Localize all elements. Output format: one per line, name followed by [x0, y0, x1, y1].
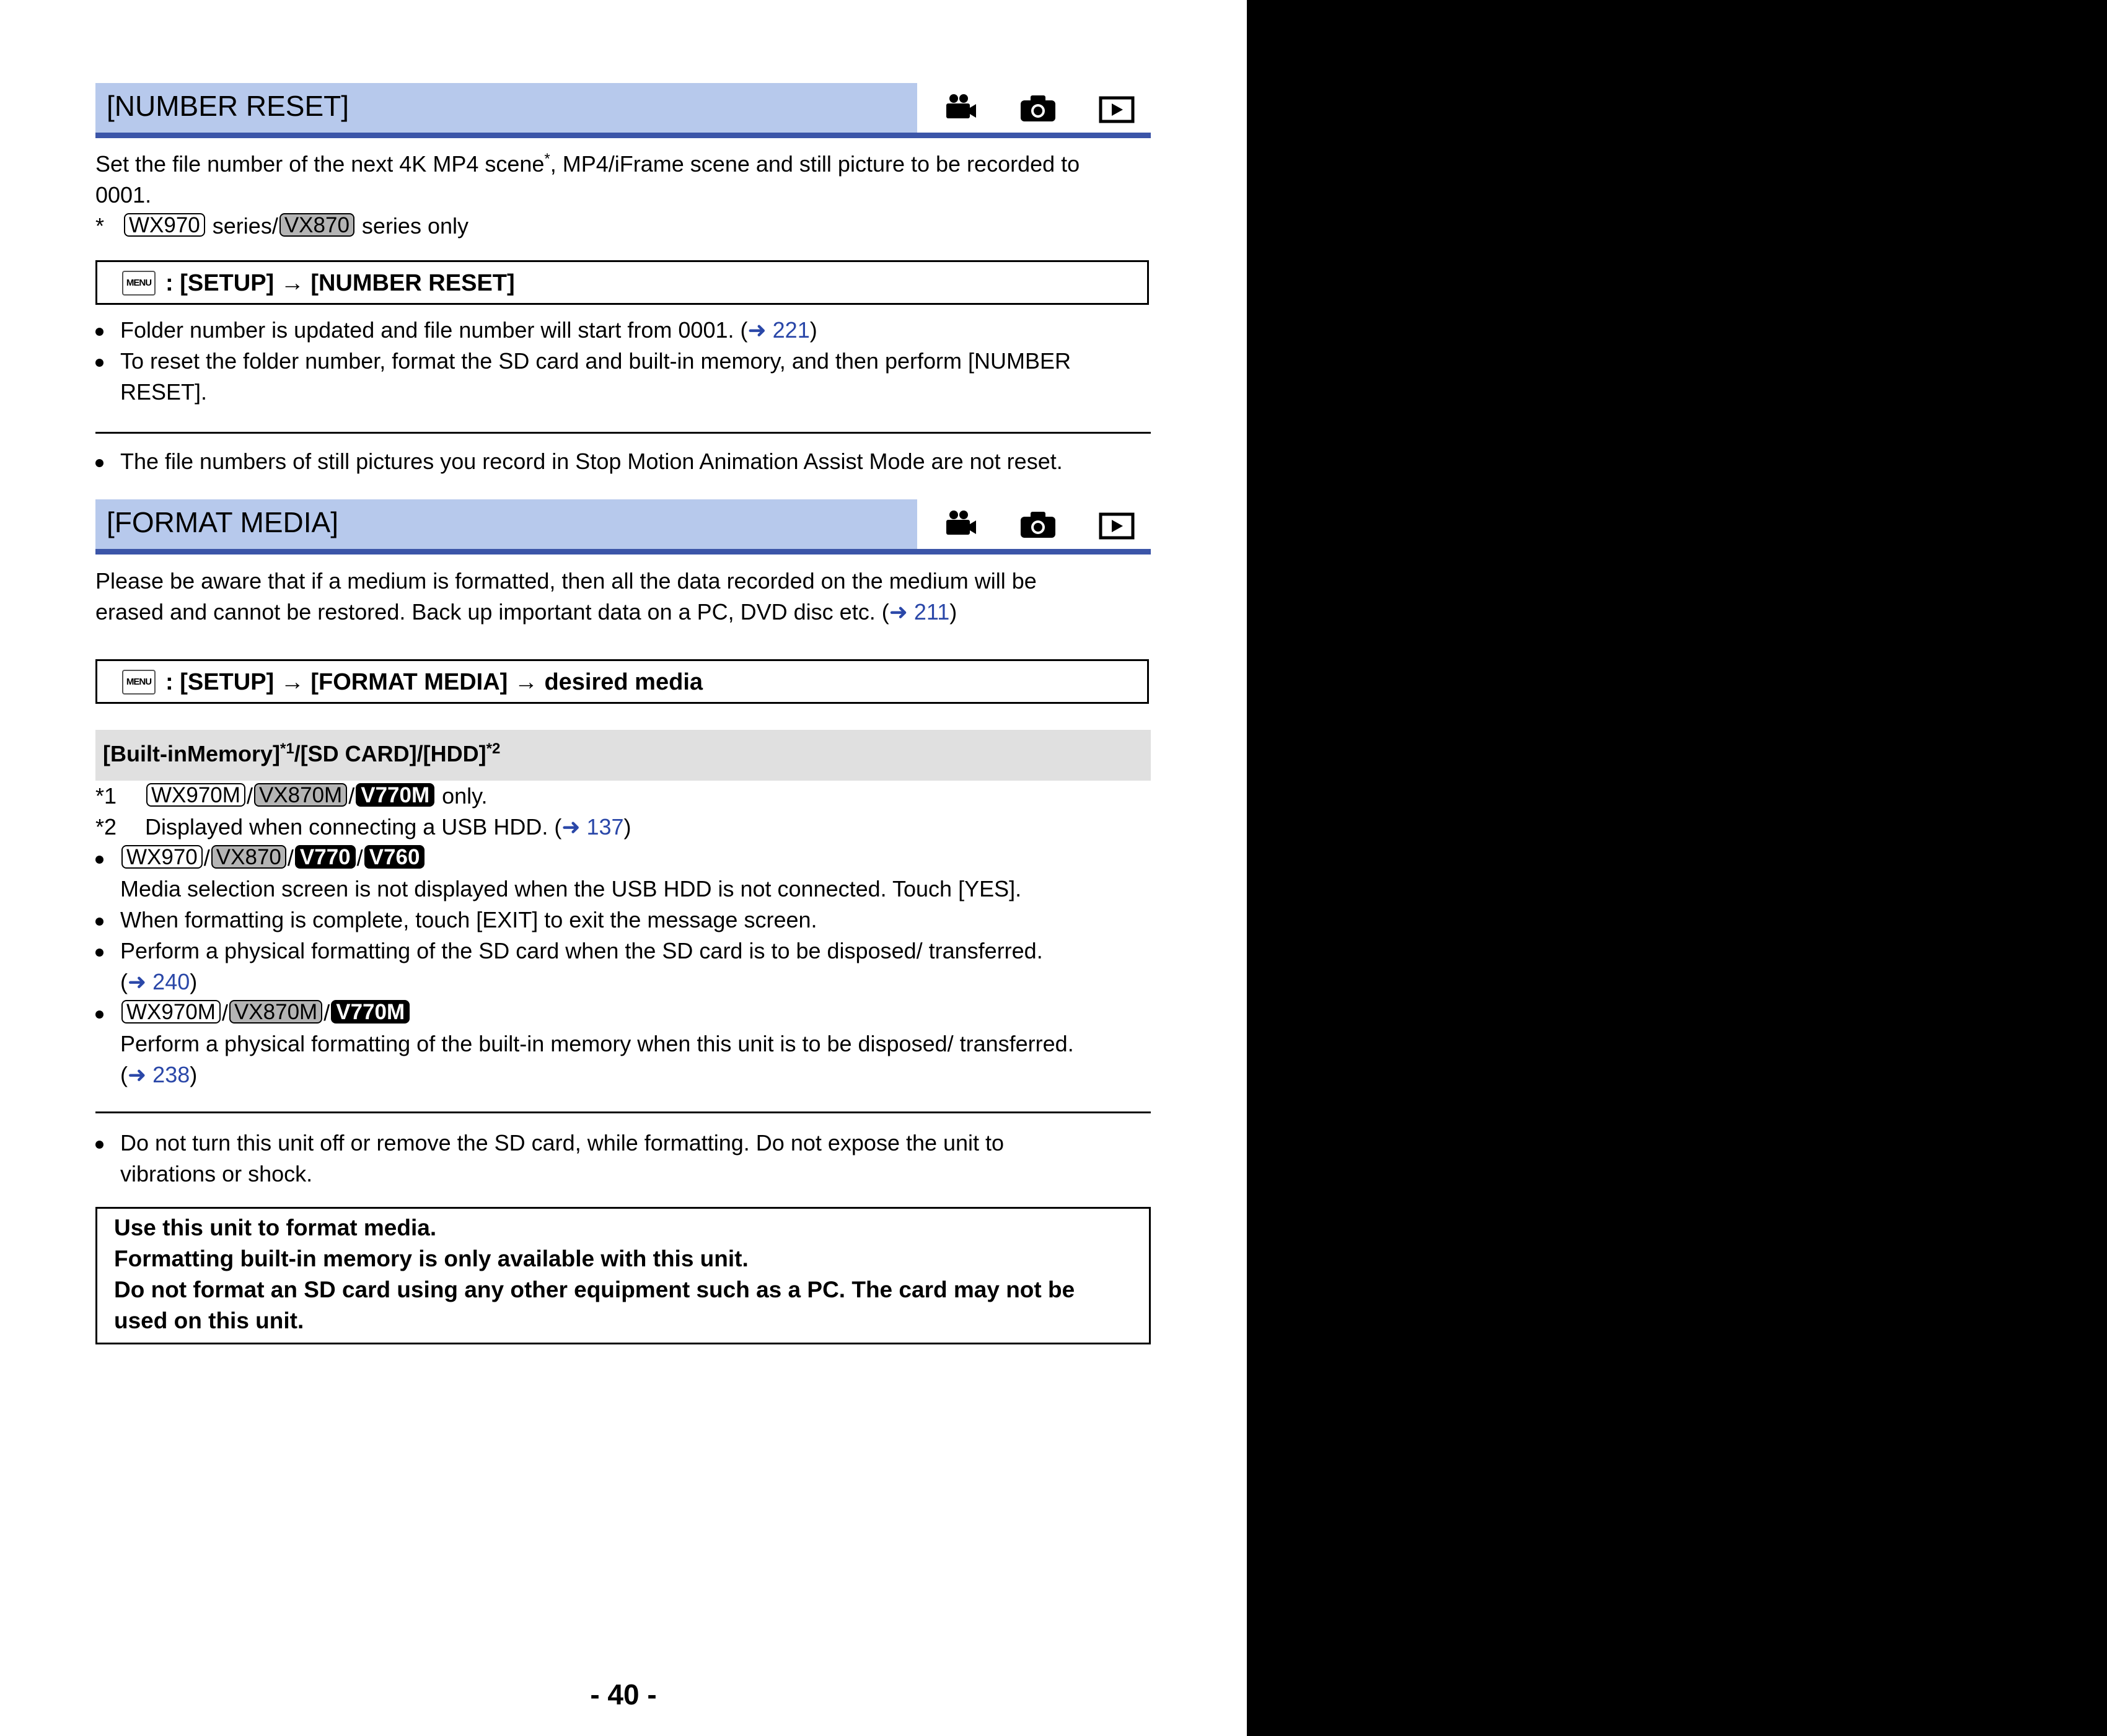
bullet-text: To reset the folder number, format the SD card and built-in memory, and then perform [NUMBER	[120, 348, 1071, 374]
note-text: vibrations or shock.	[120, 1161, 313, 1186]
model-badge: V770M	[356, 783, 434, 807]
movie-camera-icon	[936, 499, 985, 549]
paren-open: (	[120, 969, 128, 994]
model-badge: WX970	[124, 213, 205, 237]
slash: /	[203, 845, 210, 870]
intro-line1: Set the file number of the next 4K MP4 scene	[95, 151, 545, 177]
section-title: [FORMAT MEDIA]	[107, 506, 338, 538]
important-notice-box	[95, 1207, 1151, 1344]
footnote-marker: *1	[95, 783, 117, 809]
still-camera-icon	[1013, 83, 1063, 133]
model-badge: VX870	[211, 845, 286, 869]
intro-text	[95, 149, 1155, 180]
intro-line2	[95, 597, 1155, 628]
menu-path: : [SETUP] → [FORMAT MEDIA] → desired media	[165, 669, 703, 695]
still-camera-icon	[1013, 499, 1063, 549]
note-text: The file numbers of still pictures you record in Stop Motion Animation Assist Mode are not reset.	[120, 449, 1063, 474]
paren-close: )	[949, 599, 957, 625]
bullet-text-main: Folder number is updated and file number will start from 0001. (	[120, 317, 748, 343]
subhead-part-b: /[SD CARD]/[HDD]	[294, 741, 486, 766]
model-badge: V770M	[331, 1000, 410, 1024]
menu-path-box	[95, 659, 1149, 704]
paren-close: )	[809, 317, 817, 343]
note-text: Do not turn this unit off or remove the SD card, while formatting. Do not expose the unit to	[120, 1130, 1005, 1155]
footnote-end: only.	[436, 783, 488, 809]
bullet-dot	[95, 359, 103, 367]
page-number: - 40 -	[590, 1678, 657, 1711]
intro-line1-rest: , MP4/iFrame scene and still picture to be recorded to	[550, 151, 1080, 177]
notice-line: Formatting built-in memory is only available with this unit.	[114, 1246, 749, 1271]
notice-line: Do not format an SD card using any other equipment such as a PC. The card may not be	[114, 1277, 1075, 1302]
menu-icon: MENU	[122, 670, 156, 695]
section-header-number-reset	[95, 83, 1151, 138]
bullet-dot	[95, 459, 103, 467]
model-badges	[120, 843, 426, 874]
model-badges	[120, 997, 411, 1028]
black-margin	[1247, 0, 2107, 1736]
link-line	[120, 967, 197, 997]
footnote-ref-1: *1	[279, 740, 294, 757]
model-badge: V760	[364, 845, 425, 869]
footnote-ref: *	[544, 151, 550, 167]
intro-line2: 0001.	[95, 182, 152, 208]
footnote-2	[95, 812, 1155, 843]
page-link[interactable]: ➜ 137	[561, 814, 624, 840]
page-link[interactable]: ➜ 238	[128, 1062, 190, 1087]
section-header-format-media	[95, 499, 1151, 555]
link-line	[120, 1059, 197, 1090]
bullet-text: Media selection screen is not displayed when the USB HDD is not connected. Touch [YES].	[120, 876, 1022, 901]
slash: /	[323, 1000, 330, 1025]
footnote-text: Displayed when connecting a USB HDD. (	[145, 814, 562, 840]
page-link[interactable]: ➜ 211	[889, 599, 950, 625]
model-badge: V770	[295, 845, 356, 869]
menu-icon: MENU	[122, 271, 156, 296]
model-badge: WX970M	[146, 783, 245, 807]
model-badge: WX970	[121, 845, 203, 869]
bullet-text: RESET].	[120, 379, 208, 405]
playback-icon	[1092, 83, 1141, 133]
bullet-text	[120, 315, 817, 346]
bullet-dot	[95, 918, 103, 926]
intro-line2-text: erased and cannot be restored. Back up important data on a PC, DVD disc etc. (	[95, 599, 889, 625]
paren-close: )	[190, 969, 198, 994]
bullet-dot	[95, 1141, 103, 1149]
footnote-mid: series/	[206, 213, 278, 239]
mode-icons	[917, 83, 1151, 133]
footnote-marker: *2	[95, 814, 117, 840]
movie-camera-icon	[936, 83, 985, 133]
notice-line: used on this unit.	[114, 1308, 304, 1333]
page-link[interactable]: ➜ 240	[128, 969, 190, 994]
menu-path: : [SETUP] → [NUMBER RESET]	[165, 270, 515, 296]
paren-open: (	[120, 1062, 128, 1087]
slash: /	[356, 845, 363, 870]
bullet-dot	[95, 856, 103, 864]
slash: /	[287, 845, 294, 870]
bullet-dot	[95, 949, 103, 957]
section-title: [NUMBER RESET]	[107, 90, 350, 122]
bullet-text: Perform a physical formatting of the built-in memory when this unit is to be disposed/ transferred.	[120, 1031, 1074, 1056]
intro-line1: Please be aware that if a medium is formatted, then all the data recorded on the medium will be	[95, 568, 1037, 594]
footnote-ref-2: *2	[486, 740, 501, 757]
bullet-dot	[95, 328, 103, 336]
model-badge: WX970M	[121, 1000, 221, 1024]
slash: /	[348, 783, 355, 809]
model-badge: VX870	[279, 213, 354, 237]
bullet-dot	[95, 1010, 103, 1019]
divider	[95, 1111, 1151, 1113]
notice-line: Use this unit to format media.	[114, 1215, 437, 1240]
subhead-part-a: [Built-inMemory]	[103, 741, 280, 766]
slash: /	[246, 783, 253, 809]
paren-close: )	[623, 814, 631, 840]
divider	[95, 432, 1151, 434]
paren-close: )	[190, 1062, 198, 1087]
page-link[interactable]: ➜ 221	[747, 317, 810, 343]
mode-icons	[917, 499, 1151, 549]
model-badge: VX870M	[229, 1000, 322, 1024]
footnote	[95, 211, 1155, 242]
footnote-end: series only	[355, 213, 468, 239]
bullet-text: When formatting is complete, touch [EXIT] to exit the message screen.	[120, 907, 817, 932]
slash: /	[221, 1000, 228, 1025]
footnote-marker: *	[95, 213, 105, 239]
footnote-1	[95, 781, 1155, 812]
menu-path-box	[95, 260, 1149, 305]
subheading-text	[103, 739, 500, 769]
media-subheading	[95, 730, 1151, 781]
model-badge: VX870M	[254, 783, 347, 807]
bullet-text: Perform a physical formatting of the SD card when the SD card is to be disposed/ transferred.	[120, 938, 1043, 963]
playback-icon	[1092, 499, 1141, 549]
